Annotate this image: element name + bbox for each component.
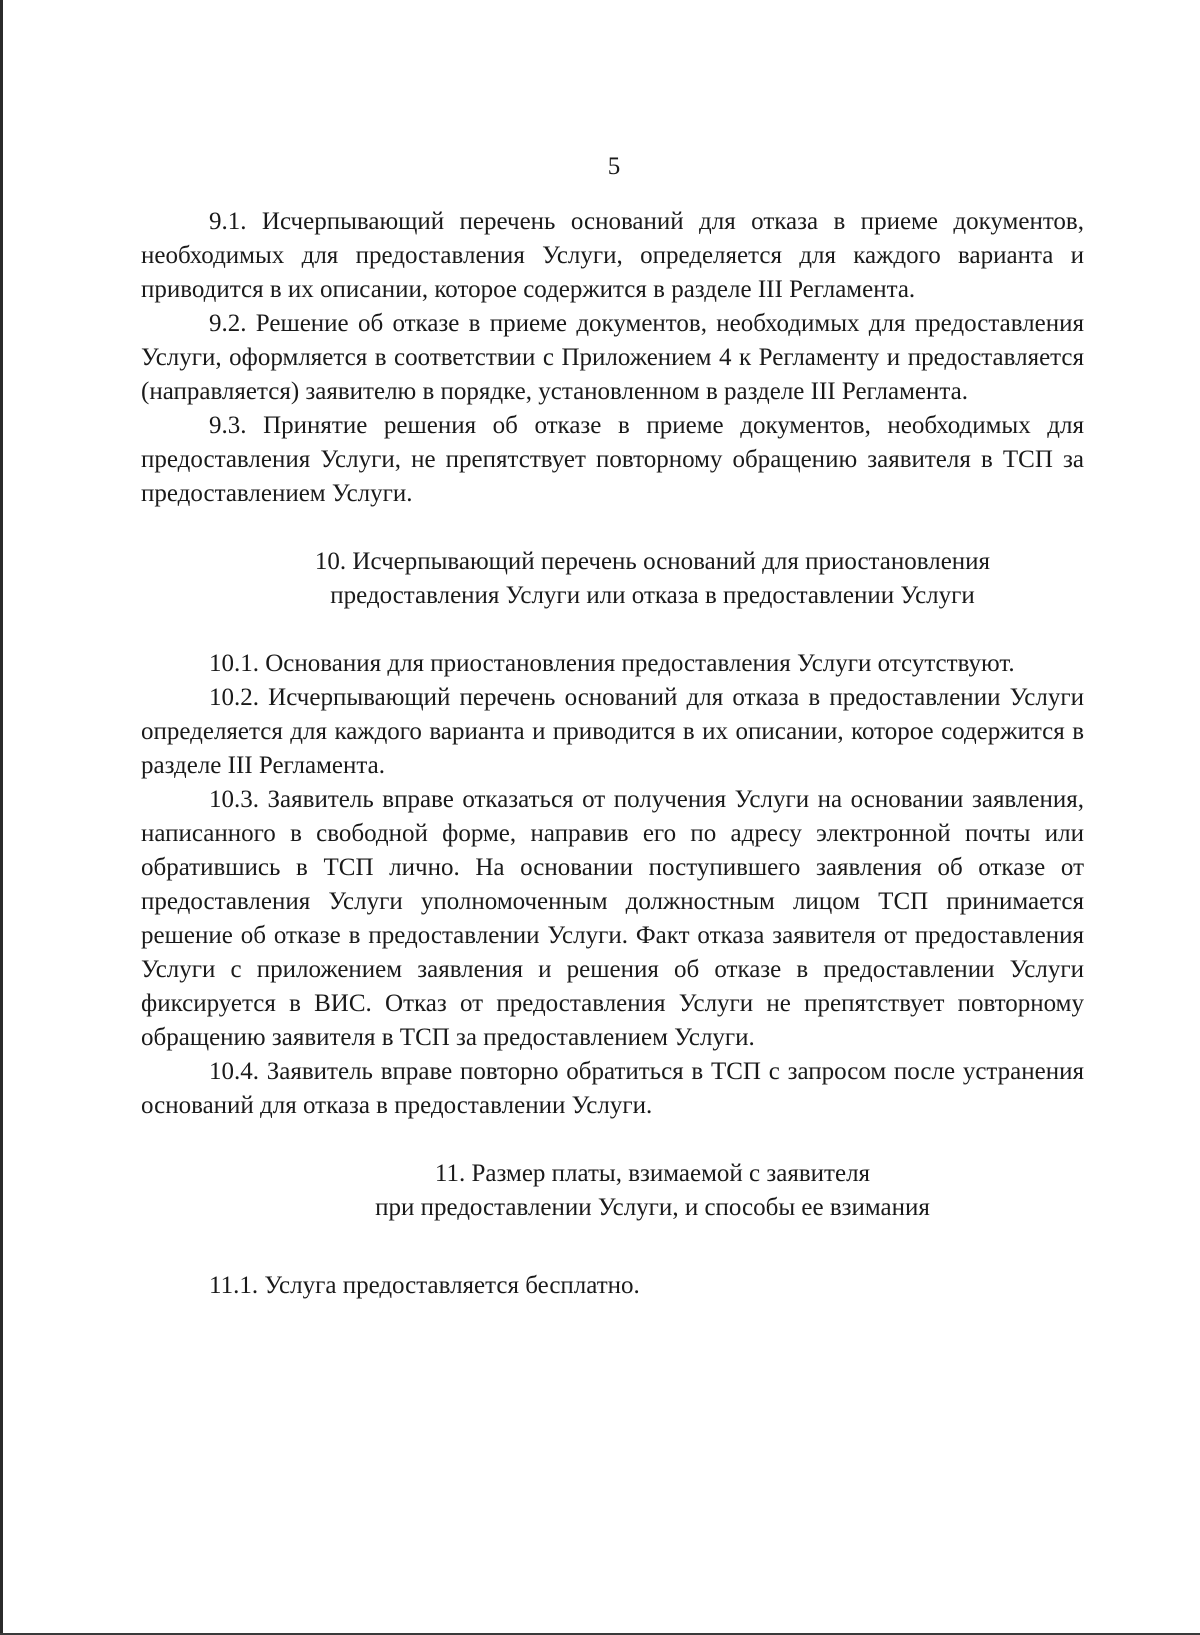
spacer [141,613,1084,647]
section-heading-10-line-2: предоставления Услуги или отказа в предоставлении Услуги [330,582,975,609]
paragraph-10-2: 10.2. Исчерпывающий перечень оснований для отказа в предоставлении Услуги определяется для каждого варианта и приводится в их описании, которое содержится в разделе III Регламента. [141,684,1084,779]
paragraph-9-3: 9.3. Принятие решения об отказе в приеме документов, необходимых для предоставления Услуги, не препятствует повторному обращению заявителя в ТСП за предоставлением Услуги. [141,412,1084,507]
paragraph-10-3: 10.3. Заявитель вправе отказаться от получения Услуги на основании заявления, написанного в свободной форме, направив его по адресу электронной почты или обратившись в ТСП лично. На основании поступившего заявления об отказе от предоставления Услуги уполномоченным должностным лицом ТСП принимается решение об отказе в предоставлении Услуги. Факт отказа заявителя от предоставления Услуги с приложением заявления и решения об отказе в предоставлении Услуги фиксируется в ВИС. Отказ от предоставления Услуги не препятствует повторному обращению заявителя в ТСП за предоставлением Услуги. [141,786,1084,1051]
paragraph-9-2: 9.2. Решение об отказе в приеме документов, необходимых для предоставления Услуги, оформляется в соответствии с Приложением 4 к Регламенту и предоставляется (направляется) заявителю в порядке, установленном в разделе III Регламента. [141,310,1084,405]
paragraph-11-1: 11.1. Услуга предоставляется бесплатно. [209,1272,640,1299]
section-heading-10 [141,545,1084,613]
page-number: 5 [607,153,621,180]
scan-edge-left [0,0,3,1635]
section-heading-11 [141,1157,1084,1225]
document-body [141,205,1084,1303]
section-heading-11-line-1: 11. Размер платы, взимаемой с заявителя [434,1160,871,1187]
spacer [141,1123,1084,1157]
paragraph-9-1: 9.1. Исчерпывающий перечень оснований для отказа в приеме документов, необходимых для предоставления Услуги, определяется для каждого варианта и приводится в их описании, которое содержится в разделе III Регламента. [141,208,1084,303]
section-heading-11-line-2: при предоставлении Услуги, и способы ее взимания [375,1194,930,1221]
paragraph-10-4: 10.4. Заявитель вправе повторно обратиться в ТСП с запросом после устранения оснований для отказа в предоставлении Услуги. [141,1058,1084,1119]
section-heading-10-line-1: 10. Исчерпывающий перечень оснований для приостановления [314,548,991,575]
spacer [141,511,1084,545]
spacer [141,1225,1084,1269]
paragraph-10-1: 10.1. Основания для приостановления предоставления Услуги отсутствуют. [209,650,1015,677]
